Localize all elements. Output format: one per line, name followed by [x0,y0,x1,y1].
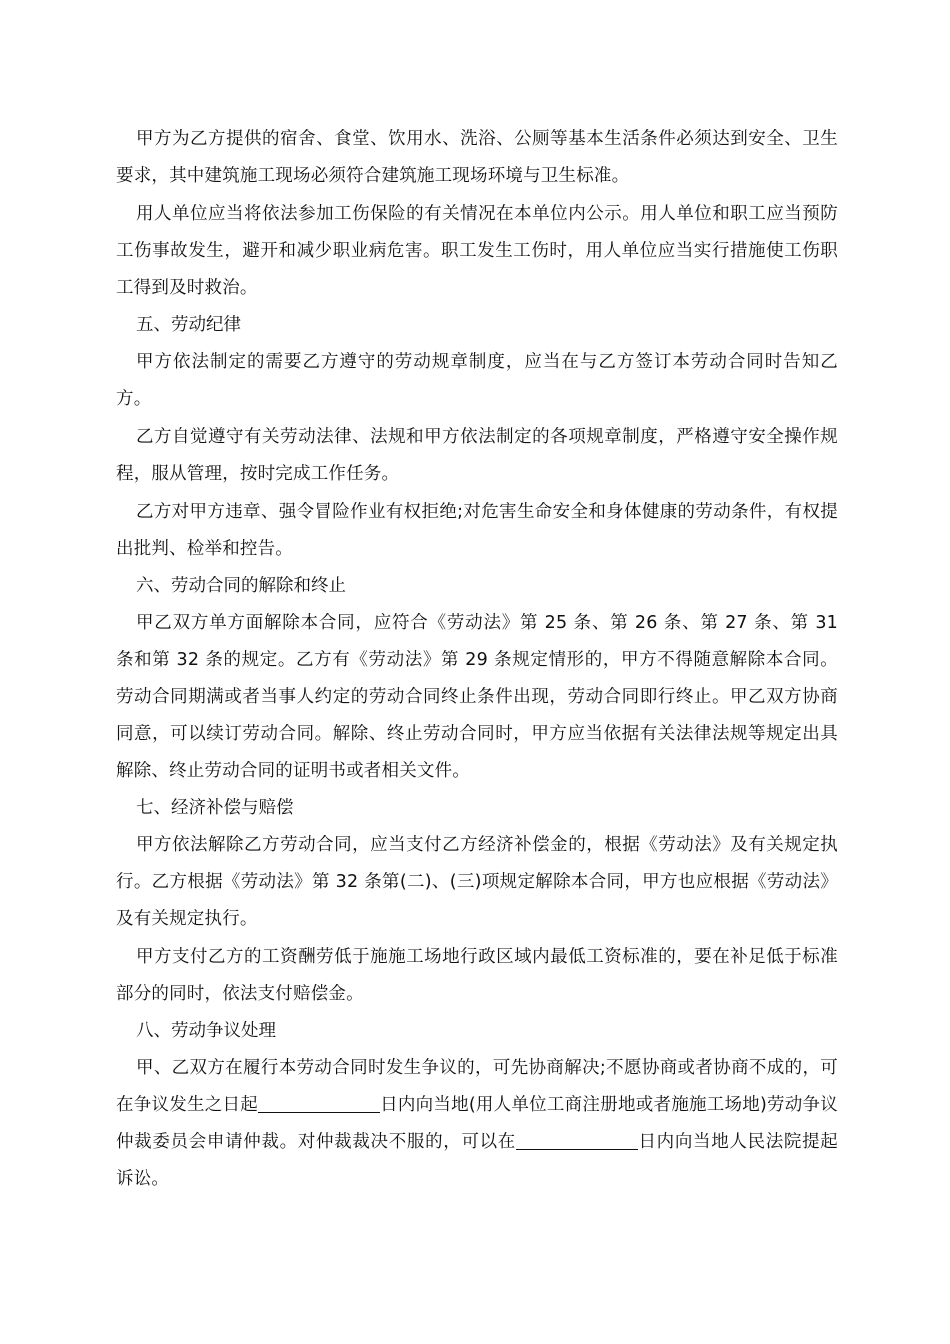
blank-line-days-1 [258,1090,380,1113]
paragraph: 乙方自觉遵守有关劳动法律、法规和甲方依法制定的各项规章制度，严格遵守安全操作规程，服从管理，按时完成工作任务。 [116,427,838,484]
paragraph: 甲方为乙方提供的宿舍、食堂、饮用水、洗浴、公厕等基本生活条件必须达到安全、卫生要求，其中建筑施工现场必须符合建筑施工现场环境与卫生标准。 [116,129,838,186]
blank-line-days-2 [516,1127,638,1150]
paragraph: 甲方支付乙方的工资酬劳低于施施工场地行政区域内最低工资标准的，要在补足低于标准部分的同时，依法支付赔偿金。 [116,947,838,1004]
paragraph: 甲乙双方单方面解除本合同，应符合《劳动法》第 25 条、第 26 条、第 27 条、第 31 条和第 32 条的规定。乙方有《劳动法》第 29 条规定情形的，甲方不得随意解除本合同。 劳动合同期满或者当事人约定的劳动合同终止条件出现，劳动合同即行终止。甲乙双方协商同意，可以续订劳动合同。解除、终止劳动合同时，甲方应当依据有关法律法规等规定出具解除、终止劳动合同的证明书或者相关文件。 [116,613,838,781]
dispute-text-part2: 日内向当地(用人单位工商注册地或者施施工场地)劳动争议仲裁委员会申请仲裁。对仲裁裁决不服的，可以在 [116,1095,838,1152]
paragraph: 甲方依法解除乙方劳动合同，应当支付乙方经济补偿金的，根据《劳动法》及有关规定执行。乙方根据《劳动法》第 32 条第(二)、(三)项规定解除本合同，甲方也应根据《劳动法》及有关规定执行。 [116,835,838,929]
section-heading: 八、劳动争议处理 [136,1021,276,1041]
dispute-text-part1: 甲、乙双方在履行本劳动合同时发生争议的，可先协商解决;不愿协商或者协商不成的，可在争议发生之日起 [116,1058,838,1115]
paragraph: 乙方对甲方违章、强令冒险作业有权拒绝;对危害生命安全和身体健康的劳动条件，有权提出批判、检举和控告。 [116,502,838,559]
section-heading: 六、劳动合同的解除和终止 [136,576,346,596]
dispute-text-part3: 日内向当地人民法院提起诉讼。 [116,1132,838,1189]
dispute-paragraph [116,1050,838,1198]
paragraph: 用人单位应当将依法参加工伤保险的有关情况在本单位内公示。用人单位和职工应当预防工伤事故发生，避开和减少职业病危害。职工发生工伤时，用人单位应当实行措施使工伤职工得到及时救治。 [116,204,838,298]
section-heading: 七、经济补偿与赔偿 [136,798,294,818]
document-body [116,121,838,1198]
section-heading: 五、劳动纪律 [136,315,241,335]
paragraph: 甲方依法制定的需要乙方遵守的劳动规章制度，应当在与乙方签订本劳动合同时告知乙方。 [116,352,838,409]
